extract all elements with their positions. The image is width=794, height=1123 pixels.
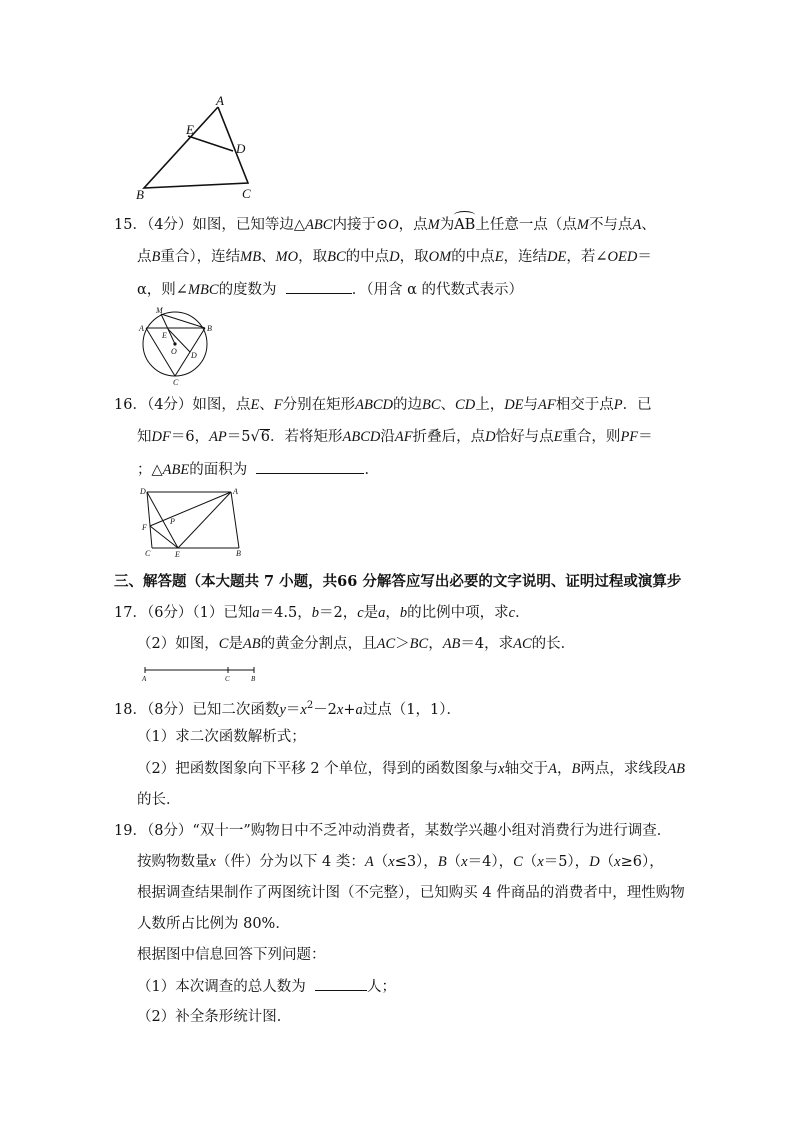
q19-line-4: 人数所占比例为 80%． xyxy=(137,916,290,932)
q19-line-3: 根据调查结果制作了两图统计图（不完整），已知购买 4 件商品的消费者中，理性购物 xyxy=(137,885,685,901)
label-E: E xyxy=(175,550,180,559)
answer-blank-q16[interactable] xyxy=(256,459,364,474)
label-B: B xyxy=(236,549,241,558)
q18-line-4: 的长． xyxy=(137,792,181,808)
label-B: B xyxy=(207,324,212,333)
q15-line-3: α，则∠MBC的度数为 ．（用含 α 的代数式表示） xyxy=(137,279,523,300)
label-C: C xyxy=(225,675,230,683)
label-P: P xyxy=(170,517,175,526)
label-B: B xyxy=(251,675,256,683)
arc-ab-symbol: AB xyxy=(454,217,476,233)
q16-line-3: ；△ABE的面积为 ． xyxy=(137,459,379,480)
label-C: C xyxy=(145,549,151,558)
label-A: A xyxy=(139,324,144,333)
label-B: B xyxy=(136,187,144,202)
label-A: A xyxy=(142,675,147,683)
label-M: M xyxy=(156,306,163,315)
label-E: E xyxy=(162,331,167,340)
triangle-figure-q14 xyxy=(130,95,270,205)
label-D: D xyxy=(191,351,197,360)
label-A: A xyxy=(233,487,238,496)
segment-figure-q17 xyxy=(138,664,263,684)
q15-line-1: 15．（4分）如图，已知等边△ABC内接于⊙O，点M为AB上任意一点（点M不与点A、 xyxy=(114,217,656,233)
section-3-heading: 三、解答题（本大题共 7 小题，共66 分解答应写出必要的文字说明、证明过程或演算步 xyxy=(114,573,682,590)
q19-line-1: 19．（8分）“双十一”购物日中不乏冲动消费者，某数学兴趣小组对消费行为进行调查． xyxy=(114,823,672,839)
q17-line-1: 17．（6分）（1）已知a＝4.5，b＝2，c是a，b的比例中项，求c． xyxy=(114,605,530,621)
q18-line-3: （2）把函数图象向下平移 2 个单位，得到的函数图象与x轴交于A，B两点，求线段AB xyxy=(137,761,686,777)
label-F: F xyxy=(142,523,147,532)
label-D: D xyxy=(140,487,146,496)
q16-line-1: 16．（4分）如图，点E、F分别在矩形ABCD的边BC、CD上，DE与AF相交于点P．已 xyxy=(114,397,652,413)
q19-line-7: （2）补全条形统计图． xyxy=(137,1009,292,1025)
answer-blank-q15[interactable] xyxy=(286,279,352,294)
label-A: A xyxy=(216,93,224,108)
rectangle-figure-q16 xyxy=(138,484,248,562)
circle-figure-q15 xyxy=(138,305,218,387)
q19-line-2: 按购物数量x（件）分为以下 4 类：A（x≤3），B（x＝4），C（x＝5），D（x≥6）， xyxy=(137,854,664,870)
label-C: C xyxy=(242,186,251,201)
label-C: C xyxy=(173,378,179,387)
q17-line-2: （2）如图，C是AB的黄金分割点，且AC＞BC，AB＝4，求AC的长． xyxy=(137,636,576,652)
label-O: O xyxy=(171,347,177,356)
q18-line-2: （1）求二次函数解析式； xyxy=(137,729,306,745)
q19-line-6: （1）本次调查的总人数为 人； xyxy=(137,976,396,997)
q19-line-5: 根据图中信息回答下列问题： xyxy=(137,947,326,963)
answer-blank-q19[interactable] xyxy=(315,976,367,991)
q16-line-2: 知DF＝6，AP＝5√6．若将矩形ABCD沿AF折叠后，点D恰好与点E重合，则PF＝ xyxy=(137,429,653,445)
label-D: D xyxy=(236,141,246,156)
q18-line-1: 18．（8分）已知二次函数$y=x^2-2x+a$过点（1，1）． xyxy=(114,700,461,718)
label-E: E xyxy=(186,122,194,137)
q15-line-2: 点B重合），连结MB、MO，取BC的中点D，取OM的中点E，连结DE，若∠OED＝ xyxy=(137,249,652,265)
